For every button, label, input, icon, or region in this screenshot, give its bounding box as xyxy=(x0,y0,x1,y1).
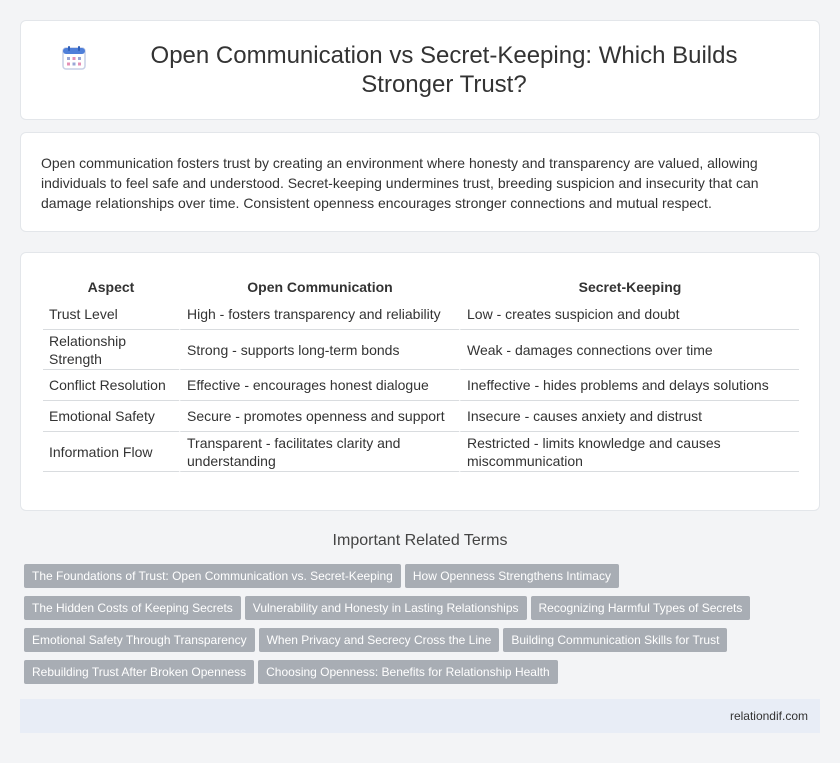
related-term-tag[interactable]: Rebuilding Trust After Broken Openness xyxy=(24,660,254,684)
related-term-tag[interactable]: Recognizing Harmful Types of Secrets xyxy=(531,596,751,620)
table-cell: Restricted - limits knowledge and causes miscommunication xyxy=(459,432,799,472)
title-card xyxy=(20,20,820,120)
table-cell: Effective - encourages honest dialogue xyxy=(179,370,459,401)
table-cell: Transparent - facilitates clarity and understanding xyxy=(179,432,459,472)
table-row xyxy=(43,401,799,432)
intro-paragraph: Open communication fosters trust by creating an environment where honesty and transparency are valued, allowing individuals to feel safe and understood. Secret-keeping undermines trust, breeding suspicion and insecurity that can damage relationships over time. Consistent openness encourages stronger connections and mutual respect. xyxy=(41,155,759,211)
table-header-row xyxy=(43,275,799,299)
related-term-tag[interactable]: How Openness Strengthens Intimacy xyxy=(405,564,619,588)
related-term-tag[interactable]: Building Communication Skills for Trust xyxy=(503,628,727,652)
table-cell: Secure - promotes openness and support xyxy=(179,401,459,432)
related-term-tag[interactable]: Emotional Safety Through Transparency xyxy=(24,628,255,652)
table-cell: Relationship Strength xyxy=(43,330,179,370)
related-term-tag[interactable]: The Hidden Costs of Keeping Secrets xyxy=(24,596,241,620)
related-terms-heading: Important Related Terms xyxy=(332,532,508,549)
intro-card xyxy=(20,132,820,232)
header-secret-keeping: Secret-Keeping xyxy=(459,275,799,299)
related-term-tag[interactable]: When Privacy and Secrecy Cross the Line xyxy=(259,628,500,652)
footer xyxy=(20,699,820,733)
table-cell: Information Flow xyxy=(43,432,179,472)
related-term-tag[interactable]: The Foundations of Trust: Open Communication vs. Secret-Keeping xyxy=(24,564,401,588)
header-aspect: Aspect xyxy=(87,279,135,295)
table-cell: Weak - damages connections over time xyxy=(459,330,799,370)
page-title: Open Communication vs Secret-Keeping: Which Builds Stronger Trust? xyxy=(150,42,738,98)
table-row xyxy=(43,370,799,401)
table-row xyxy=(43,330,799,370)
calendar-grid-icon xyxy=(61,45,87,71)
comparison-table-card xyxy=(20,252,820,511)
table-cell: Trust Level xyxy=(43,299,179,330)
table-cell: Conflict Resolution xyxy=(43,370,179,401)
table-cell: Emotional Safety xyxy=(43,401,179,432)
title-row xyxy=(61,41,779,99)
table-cell: High - fosters transparency and reliability xyxy=(179,299,459,330)
table-row xyxy=(43,432,799,472)
related-term-tag[interactable]: Choosing Openness: Benefits for Relationship Health xyxy=(258,660,558,684)
comparison-table xyxy=(43,275,799,472)
table-cell: Strong - supports long-term bonds xyxy=(179,330,459,370)
table-cell: Ineffective - hides problems and delays solutions xyxy=(459,370,799,401)
table-cell: Low - creates suspicion and doubt xyxy=(459,299,799,330)
related-terms-list xyxy=(24,564,824,692)
table-cell: Insecure - causes anxiety and distrust xyxy=(459,401,799,432)
table-row xyxy=(43,299,799,330)
footer-site-link[interactable]: relationdif.com xyxy=(729,709,808,723)
header-open-communication: Open Communication xyxy=(179,275,459,299)
related-term-tag[interactable]: Vulnerability and Honesty in Lasting Relationships xyxy=(245,596,527,620)
